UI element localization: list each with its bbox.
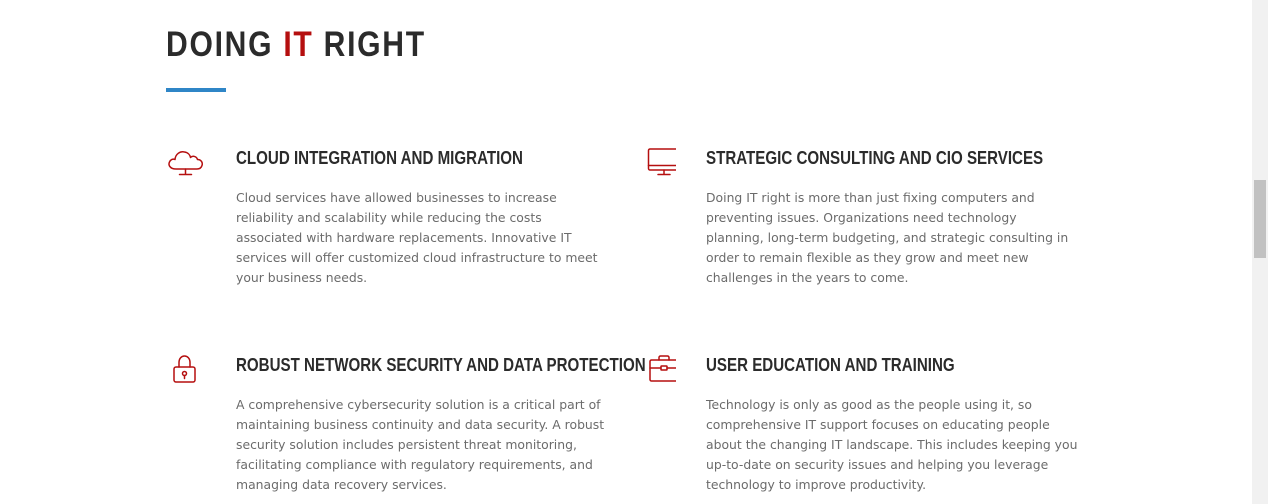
feature-description: Technology is only as good as the people using it, so comprehensive IT support focuses on educating people about the changing IT landscape. This includes keeping you up-to-date on security issues and helping you leverage technology to improve productivity. xyxy=(706,397,1078,492)
feature-user-education xyxy=(636,354,1086,504)
feature-network-security xyxy=(166,354,646,504)
feature-description: Doing IT right is more than just fixing computers and preventing issues. Organizations need technology planning, long-term budgeting, and strategic consulting in order to remain flexible as they grow and meet new challenges in the years to come. xyxy=(706,190,1069,285)
feature-cloud-integration xyxy=(166,147,616,297)
desktop-monitor-icon xyxy=(636,147,676,181)
heading-text-end: RIGHT xyxy=(313,25,426,64)
heading-underline xyxy=(166,88,226,92)
feature-title: USER EDUCATION AND TRAINING xyxy=(706,355,955,375)
heading-accent-text: IT xyxy=(283,25,314,64)
feature-title: CLOUD INTEGRATION AND MIGRATION xyxy=(236,148,523,168)
feature-description: Cloud services have allowed businesses to increase reliability and scalability while reducing the costs associated with hardware replacements. Innovative IT services will offer customized cloud infrastructure to meet your business needs. xyxy=(236,190,598,285)
feature-title: STRATEGIC CONSULTING AND CIO SERVICES xyxy=(706,148,1044,168)
cloud-monitor-icon xyxy=(166,147,206,181)
briefcase-icon xyxy=(636,354,676,388)
feature-title: ROBUST NETWORK SECURITY AND DATA PROTECTION xyxy=(236,355,646,375)
section-heading xyxy=(166,23,426,67)
vertical-scrollbar[interactable] xyxy=(1252,0,1268,504)
feature-strategic-consulting xyxy=(636,147,1086,297)
scrollbar-thumb[interactable] xyxy=(1254,180,1266,258)
feature-description: A comprehensive cybersecurity solution is a critical part of maintaining business continuity and data security. A robust security solution includes persistent threat monitoring, facilitating compliance with regulatory requirements, and managing data recovery services. xyxy=(236,397,605,492)
padlock-icon xyxy=(166,354,206,388)
heading-text-start: DOING xyxy=(166,25,284,64)
